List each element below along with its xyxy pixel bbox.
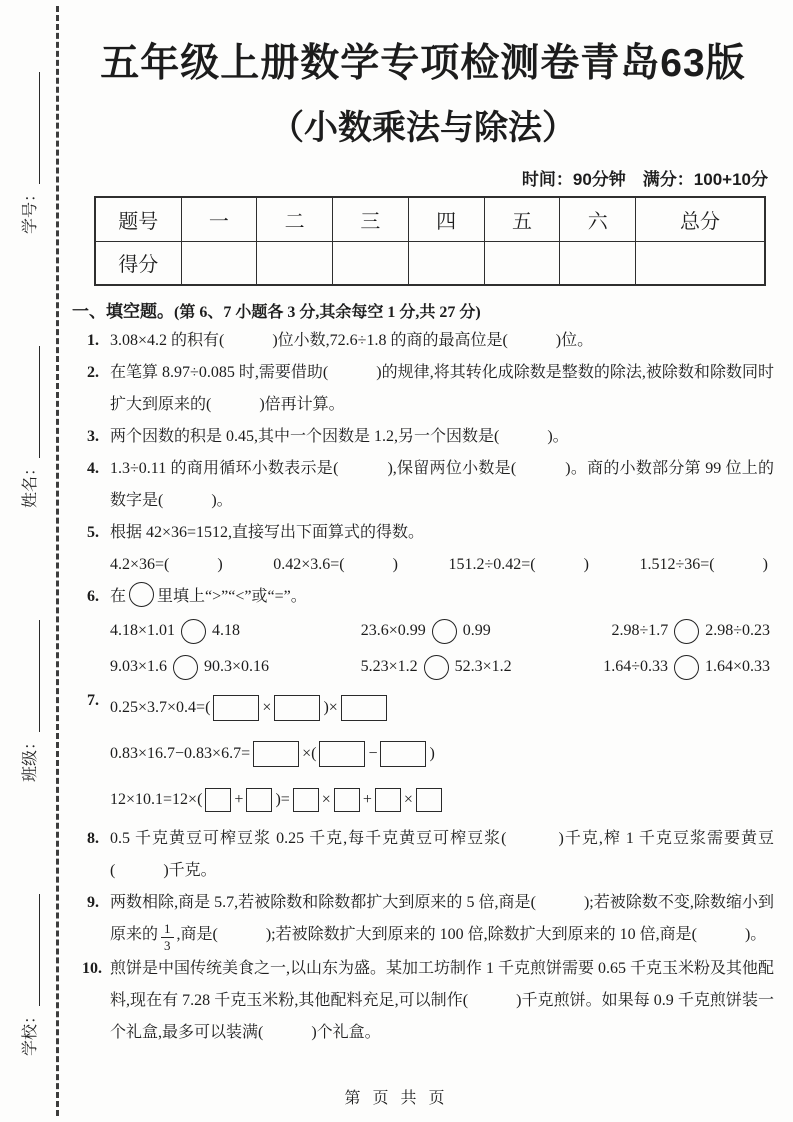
score-table-col-4: 四: [408, 197, 484, 241]
expression-item: 4.2×36=( ): [110, 556, 223, 573]
compare-circle-example: [129, 582, 154, 607]
question-text: 1.3÷0.11 的商用循环小数表示是( ),保留两位小数是( )。商的小数部分第 99 位上的数字是( )。: [110, 460, 774, 509]
question-4: [72, 453, 774, 517]
fraction-numerator: 1: [164, 921, 171, 937]
question-text: 在: [110, 588, 127, 605]
comparison-left: 1.64÷0.33: [603, 658, 668, 675]
score-table-col-2: 二: [257, 197, 333, 241]
comparison-row: [110, 649, 774, 685]
question-number: 6.: [87, 588, 99, 605]
question-9: [72, 887, 774, 953]
question-7-line-3: [72, 777, 774, 823]
question-5: [72, 517, 774, 581]
answer-box: [293, 788, 319, 812]
compare-circle: [173, 655, 198, 680]
score-row-label: 得分: [95, 241, 181, 285]
answer-box: [246, 788, 272, 812]
section-title: 一、填空题。: [72, 302, 174, 321]
page-subtitle: （小数乘法与除法）: [270, 109, 576, 147]
comparison-item: [110, 613, 240, 649]
exam-info: 时间：90分钟 满分：100+10分: [521, 170, 768, 189]
expression-fragment: ×: [403, 791, 413, 808]
question-5-expressions: [110, 549, 774, 581]
score-cell: [257, 241, 333, 285]
name-fill-line: [23, 346, 40, 458]
question-7-line-2: [72, 731, 774, 777]
expression-fragment: ×: [321, 791, 331, 808]
expression-fragment: −: [368, 745, 378, 762]
seal-field-name: [17, 346, 40, 508]
score-cell: [636, 241, 765, 285]
main-content: [72, 0, 774, 1049]
comparison-left: 23.6×0.99: [360, 622, 426, 639]
name-label: 姓名：: [21, 460, 39, 509]
comparison-item: [603, 649, 770, 685]
compare-circle: [432, 619, 457, 644]
question-7: [72, 685, 774, 823]
section-heading: [72, 297, 774, 322]
comparison-right: 52.3×1.2: [454, 658, 512, 675]
expression-item: 1.512÷36=( ): [639, 556, 768, 573]
school-fill-line: [23, 894, 40, 1006]
score-cell: [181, 241, 257, 285]
comparison-row: [110, 613, 774, 649]
expression-fragment: ×(: [302, 745, 317, 762]
score-table-col-5: 五: [484, 197, 560, 241]
fraction-denominator: 3: [161, 937, 174, 953]
comparison-right: 2.98÷0.23: [705, 622, 770, 639]
question-7-line-1: [72, 685, 774, 731]
question-number: 1.: [87, 332, 99, 349]
question-6-comparisons: [72, 613, 774, 685]
question-number: 10.: [82, 959, 102, 977]
question-text: 两个因数的积是 0.45,其中一个因数是 1.2,另一个因数是( )。: [110, 428, 569, 445]
answer-box: [205, 788, 231, 812]
score-cell: [560, 241, 636, 285]
question-text: 里填上“>”“<”或“=”。: [157, 588, 307, 605]
answer-box: [334, 788, 360, 812]
class-label: 班级：: [21, 734, 39, 783]
section-note: (第 6、7 小题各 3 分,其余每空 1 分,共 27 分): [174, 304, 481, 321]
expression-fragment: +: [234, 791, 244, 808]
question-number: 9.: [87, 894, 99, 911]
expression-fragment: ×: [262, 699, 272, 716]
score-table-col-1: 一: [181, 197, 257, 241]
answer-box: [274, 695, 320, 721]
question-10: [72, 953, 774, 1049]
question-text: 3.08×4.2 的积有( )位小数,72.6÷1.8 的商的最高位是( )位。: [110, 332, 594, 349]
page-footer: 第 页 共 页: [344, 1090, 449, 1107]
comparison-right: 4.18: [212, 622, 241, 639]
question-8: [72, 823, 774, 887]
answer-box: [375, 788, 401, 812]
question-text: 在笔算 8.97÷0.085 时,需要借助( )的规律,将其转化成除数是整数的除法,被除数和除数同时扩大到原来的( )倍再计算。: [110, 364, 774, 413]
expression-item: 151.2÷0.42=( ): [448, 556, 589, 573]
question-number: 2.: [87, 364, 99, 381]
compare-circle: [674, 619, 699, 644]
expression-fragment: ): [429, 745, 435, 762]
score-cell: [484, 241, 560, 285]
answer-box: [416, 788, 442, 812]
comparison-left: 4.18×1.01: [110, 622, 176, 639]
expression-fragment: )=: [275, 791, 290, 808]
school-label: 学校：: [21, 1007, 39, 1056]
answer-box: [341, 695, 387, 721]
expression-fragment: 12×10.1=12×(: [110, 791, 203, 808]
question-text: ,商是( );若被除数扩大到原来的 100 倍,除数扩大到原来的 10 倍,商是( )。: [176, 926, 767, 943]
expression-fragment: 0.25×3.7×0.4=(: [110, 699, 211, 716]
answer-box: [253, 741, 299, 767]
comparison-left: 9.03×1.6: [110, 658, 168, 675]
comparison-right: 1.64×0.33: [704, 658, 770, 675]
answer-box: [380, 741, 426, 767]
question-number: 4.: [87, 460, 99, 477]
question-list: [72, 325, 774, 1049]
score-table-col-3: 三: [333, 197, 409, 241]
comparison-item: [611, 613, 770, 649]
expression-fragment: +: [362, 791, 372, 808]
seal-dashed-line: [56, 6, 59, 1116]
question-1: [72, 325, 774, 357]
expression-fragment: 0.83×16.7−0.83×6.7=: [110, 745, 251, 762]
comparison-item: [110, 649, 269, 685]
score-table-col-6: 六: [560, 197, 636, 241]
answer-box: [319, 741, 365, 767]
score-table-score-row: [95, 241, 765, 285]
question-number: 8.: [87, 830, 99, 847]
student-id-label: 学号：: [21, 186, 39, 235]
question-text: 煎饼是中国传统美食之一,以山东为盛。某加工坊制作 1 千克煎饼需要 0.65 千克玉米粉及其他配料,现在有 7.28 千克玉米粉,其他配料充足,可以制作( )千克煎饼。如果每 0.9 千克煎饼装一个礼盒,最多可以装满( )个礼盒。: [110, 959, 775, 1041]
comparison-item: [361, 613, 491, 649]
question-2: [72, 357, 774, 421]
question-number: 5.: [87, 524, 99, 541]
comparison-item: [361, 649, 512, 685]
compare-circle: [181, 619, 206, 644]
compare-circle: [674, 655, 699, 680]
question-text: 两数相除,商是 5.7,若被除数和除数都扩大到原来的 5 倍,商是( );若被除数不变,除数缩小到原来的: [110, 894, 774, 943]
question-text: 0.5 千克黄豆可榨豆浆 0.25 千克,每千克黄豆可榨豆浆( )千克,榨 1 千克豆浆需要黄豆( )千克。: [110, 830, 774, 879]
score-cell: [408, 241, 484, 285]
comparison-left: 5.23×1.2: [360, 658, 418, 675]
seal-strip: [0, 0, 56, 1122]
comparison-left: 2.98÷1.7: [611, 622, 669, 639]
question-number: 7.: [87, 692, 99, 709]
question-text: 根据 42×36=1512,直接写出下面算式的得数。: [110, 524, 425, 541]
score-cell: [333, 241, 409, 285]
seal-field-school: [17, 894, 40, 1056]
answer-box: [213, 695, 259, 721]
question-6: [72, 581, 774, 613]
seal-field-class: [17, 620, 40, 782]
seal-field-student-id: [17, 72, 40, 234]
question-3: [72, 421, 774, 453]
comparison-right: 0.99: [462, 622, 491, 639]
fraction-one-third: [161, 922, 174, 952]
page-title: 五年级上册数学专项检测卷青岛63版: [100, 42, 746, 85]
comparison-right: 90.3×0.16: [204, 658, 270, 675]
score-table-header-row: [95, 197, 765, 241]
score-table: [94, 196, 766, 286]
score-table-col-total: 总分: [636, 197, 765, 241]
score-table-col-label: 题号: [95, 197, 181, 241]
expression-item: 0.42×3.6=( ): [273, 556, 398, 573]
class-fill-line: [23, 620, 40, 732]
expression-fragment: )×: [323, 699, 338, 716]
question-number: 3.: [87, 428, 99, 445]
compare-circle: [424, 655, 449, 680]
student-id-fill-line: [23, 72, 40, 184]
